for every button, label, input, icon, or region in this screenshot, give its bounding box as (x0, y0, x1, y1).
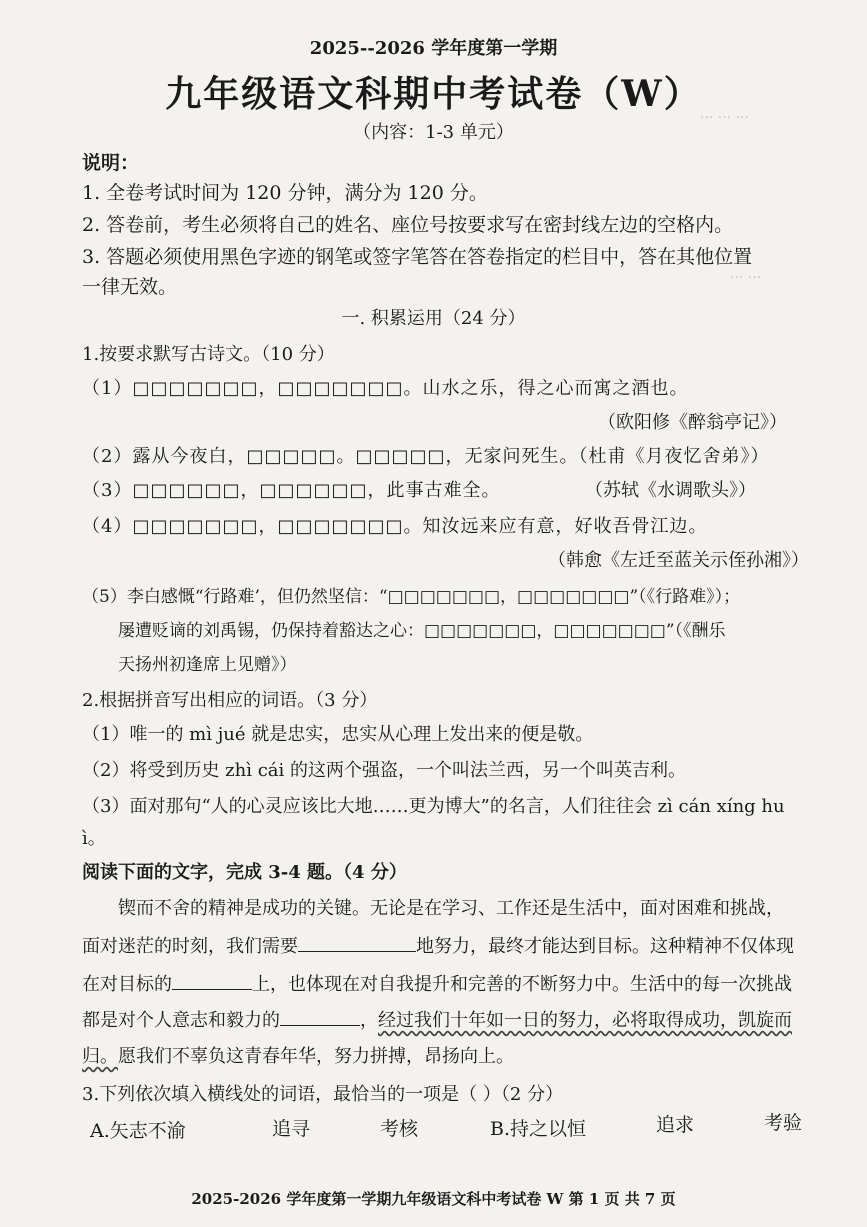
reading-text: 面对迷茫的时刻，我们需要 地努力，最终才能达到目标。这种精神不仅体现 (82, 936, 794, 957)
source-citation: （韩愈《左迁至蓝关示侄孙湘》） (548, 550, 809, 571)
question-part: （3）面对那句“人的心灵应该比大地……更为博大”的名言，人们往往会 zì cán xíng hu (82, 796, 785, 817)
question-part: （2）露从今夜白，□□□□□。□□□□□，无家问死生。（杜甫《月夜忆舍弟》） (82, 446, 770, 467)
option-a-label[interactable]: A.矢志不渝 (90, 1120, 186, 1142)
option-a-word: 考核 (380, 1118, 419, 1140)
question-stem: 1.按要求默写古诗文。（10 分） (82, 344, 335, 365)
instruction-item: 一律无效。 (82, 276, 178, 298)
option-b-word: 考验 (764, 1112, 803, 1134)
answer-blank[interactable] (298, 937, 416, 952)
instruction-item: 2. 答卷前，考生必须将自己的姓名、座位号按要求写在密封线左边的空格内。 (82, 214, 734, 236)
question-stem: 3.下列依次填入横线处的词语，最恰当的一项是（ ）（2 分） (82, 1084, 564, 1105)
question-part: （4）□□□□□□□，□□□□□□□。知汝远来应有意，好收吾骨江边。 (82, 516, 708, 537)
bleed-through-text: ··· ··· (730, 270, 762, 286)
instruction-item: 1. 全卷考试时间为 120 分钟，满分为 120 分。 (82, 182, 488, 204)
exam-scope: （内容：1-3 单元） (353, 122, 514, 143)
answer-blank[interactable] (280, 1011, 360, 1026)
exam-title: 九年级语文科期中考试卷（W） (165, 73, 702, 115)
option-b-word: 追求 (656, 1114, 695, 1136)
section-heading: 一. 积累运用（24 分） (341, 308, 526, 329)
question-part: ì。 (82, 828, 106, 849)
underlined-sentence: 归。 (82, 1046, 118, 1067)
term-header: 2025--2026 学年度第一学期 (309, 38, 558, 59)
question-part: （2）将受到历史 zhì cái 的这两个强盗，一个叫法兰西，另一个叫英吉利。 (82, 760, 687, 781)
source-citation: （欧阳修《醉翁亭记》） (598, 412, 787, 433)
question-part: （1）□□□□□□□，□□□□□□□。山水之乐，得之心而寓之酒也。 (82, 378, 689, 399)
answer-blank[interactable] (172, 975, 252, 990)
underlined-sentence: 经过我们十年如一日的努力，必将取得成功，凯旋而 (378, 1010, 792, 1031)
question-part: （5）李白感慨“行路难’，但仍然坚信：“□□□□□□□，□□□□□□□”（《行路难》）； (82, 587, 741, 607)
bleed-through-text: ··· ··· ··· (700, 110, 749, 126)
reading-text: 归。愿我们不辜负这青春年华，努力拼搏，昂扬向上。 (82, 1046, 514, 1067)
question-stem: 2.根据拼音写出相应的词语。（3 分） (82, 690, 378, 711)
question-part: （3）□□□□□□，□□□□□□，此事古难全。 (82, 480, 501, 501)
question-part: 屡遭贬谪的刘禹锡，仍保持着豁达之心：□□□□□□□，□□□□□□□”（《酬乐 (118, 621, 726, 641)
reading-text: 在对目标的 上，也体现在对自我提升和完善的不断努力中。生活中的每一次挑战 (82, 974, 792, 995)
question-part: （1）唯一的 mì jué 就是忠实，忠实从心理上发出来的便是敬。 (82, 724, 594, 745)
option-b-label[interactable]: B.持之以恒 (490, 1118, 587, 1140)
question-part: 天扬州初逢席上见赠》） (118, 655, 297, 675)
reading-text: 锲而不舍的精神是成功的关键。无论是在学习、工作还是生活中，面对困难和挑战， (118, 898, 784, 919)
option-a-word: 追寻 (272, 1118, 311, 1140)
instruction-item: 3. 答题必须使用黑色字迹的钢笔或签字笔答在答卷指定的栏目中，答在其他位置 (82, 246, 753, 268)
page-footer: 2025-2026 学年度第一学期九年级语文科中考试卷 W 第 1 页 共 7 页 (191, 1190, 676, 1208)
source-citation: （苏轼《水调歌头》） (585, 480, 756, 501)
instructions-heading: 说明： (82, 152, 140, 174)
reading-stem: 阅读下面的文字，完成 3-4 题。（4 分） (82, 862, 407, 883)
reading-text: 都是对个人意志和毅力的 ，经过我们十年如一日的努力，必将取得成功，凯旋而 (82, 1010, 792, 1031)
